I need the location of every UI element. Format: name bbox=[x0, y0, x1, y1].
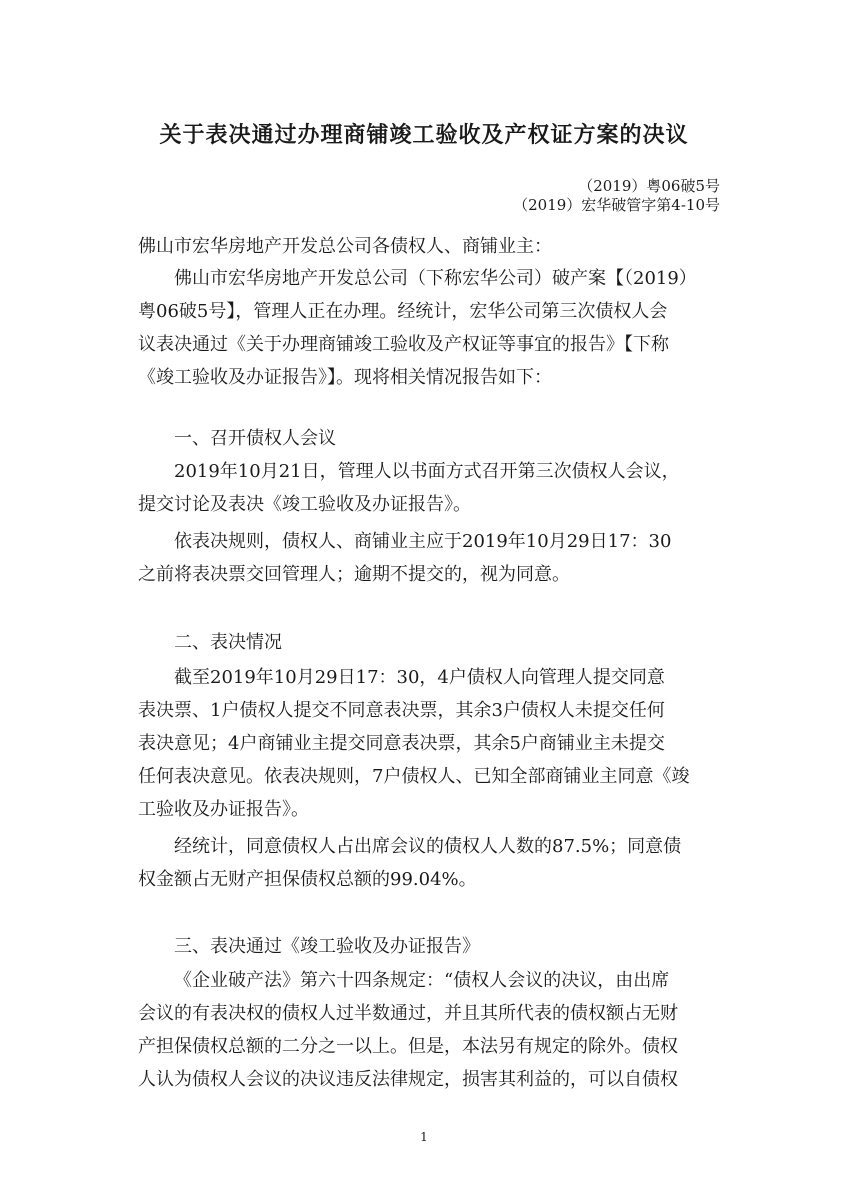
paragraph-line: 会议的有表决权的债权人过半数通过，并且其所代表的债权额占无财 bbox=[138, 1003, 678, 1024]
paragraph-line: 表决意见；4户商铺业主提交同意表决票，其余5户商铺业主未提交 bbox=[138, 733, 665, 754]
paragraph-line: 经统计，同意债权人占出席会议的债权人人数的87.5%；同意债 bbox=[174, 836, 682, 857]
paragraph-line: 提交讨论及表决《竣工验收及办证报告》。 bbox=[138, 494, 471, 515]
paragraph-line: 产担保债权总额的二分之一以上。但是，本法另有规定的除外。债权 bbox=[138, 1036, 678, 1057]
intro-line: 议表决通过《关于办理商铺竣工验收及产权证等事宜的报告》【下称 bbox=[138, 334, 669, 355]
paragraph-line: 之前将表决票交回管理人；逾期不提交的，视为同意。 bbox=[138, 564, 570, 585]
document-title: 关于表决通过办理商铺竣工验收及产权证方案的决议 bbox=[159, 122, 689, 148]
intro-line: 《竣工验收及办证报告》】。现将相关情况报告如下： bbox=[138, 367, 552, 388]
section-heading-1: 一、召开债权人会议 bbox=[174, 428, 336, 449]
page-number: 1 bbox=[420, 1130, 428, 1144]
paragraph-line: 2019年10月21日，管理人以书面方式召开第三次债权人会议， bbox=[174, 461, 680, 482]
paragraph-line: 工验收及办证报告》。 bbox=[138, 799, 309, 820]
section-heading-3: 三、表决通过《竣工验收及办证报告》 bbox=[174, 936, 480, 957]
paragraph-line: 人认为债权人会议的决议违反法律规定，损害其利益的，可以自债权 bbox=[138, 1069, 678, 1090]
case-number: （2019）粤06破5号 bbox=[578, 177, 720, 195]
section-heading-2: 二、表决情况 bbox=[174, 632, 282, 653]
intro-line: 粤06破5号】，管理人正在办理。经统计，宏华公司第三次债权人会 bbox=[138, 301, 668, 322]
paragraph-line: 依表决规则，债权人、商铺业主应于2019年10月29日17：30 bbox=[174, 531, 672, 552]
paragraph-line: 任何表决意见。依表决规则，7户债权人、已知全部商铺业主同意《竣 bbox=[138, 766, 690, 787]
intro-line: 佛山市宏华房地产开发总公司（下称宏华公司）破产案【（2019） bbox=[174, 268, 697, 289]
paragraph-line: 表决票、1户债权人提交不同意表决票，其余3户债权人未提交任何 bbox=[138, 700, 665, 721]
salutation: 佛山市宏华房地产开发总公司各债权人、商铺业主： bbox=[138, 236, 552, 257]
paragraph-line: 《企业破产法》第六十四条规定：“债权人会议的决议，由出席 bbox=[174, 970, 670, 991]
paragraph-line: 权金额占无财产担保债权总额的99.04%。 bbox=[138, 869, 477, 890]
paragraph-line: 截至2019年10月29日17：30，4户债权人向管理人提交同意 bbox=[174, 667, 665, 688]
administrator-file-number: （2019）宏华破管字第4-10号 bbox=[513, 196, 720, 214]
